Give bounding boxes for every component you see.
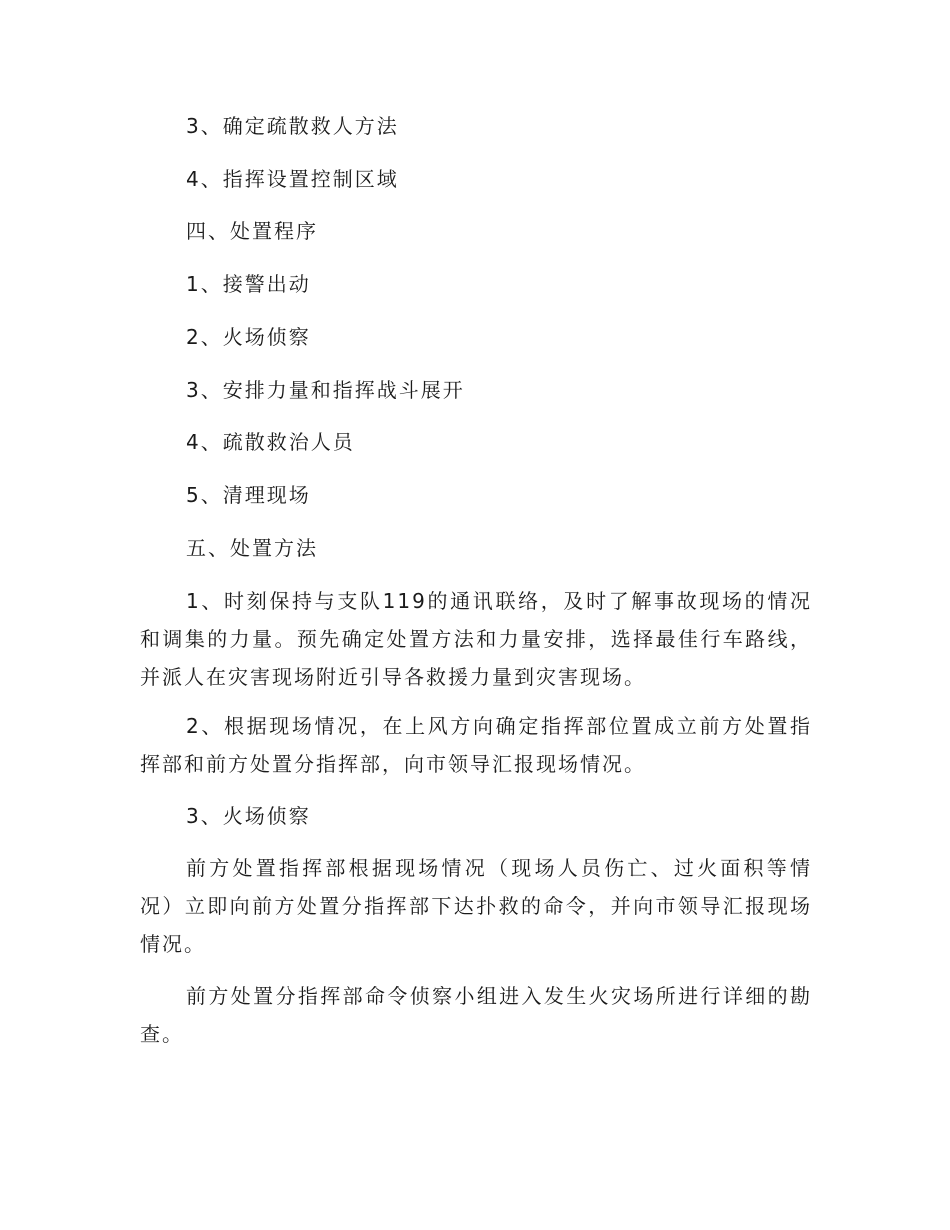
list-item-evacuate-treat: 4、疏散救治人员 <box>186 430 355 454</box>
section-heading-procedure: 四、处置程序 <box>186 219 318 243</box>
paragraph-communication: 1、时刻保持与支队119的通讯联络，及时了解事故现场的情况和调集的力量。预先确定处置方法和力量安排，选择最佳行车路线，并派人在灾害现场附近引导各救援力量到灾害现场。 <box>140 589 812 689</box>
list-item-clear-scene: 5、清理现场 <box>186 483 311 507</box>
paragraph-recon-team: 前方处置分指挥部命令侦察小组进入发生火灾场所进行详细的勘查。 <box>140 984 812 1046</box>
paragraph-front-command: 前方处置指挥部根据现场情况（现场人员伤亡、过火面积等情况）立即向前方处置分指挥部下达扑救的命令，并向市领导汇报现场情况。 <box>140 856 812 956</box>
paragraph-command-post: 2、根据现场情况，在上风方向确定指挥部位置成立前方处置指挥部和前方处置分指挥部，向市领导汇报现场情况。 <box>140 714 812 776</box>
section-heading-methods: 五、处置方法 <box>186 536 318 560</box>
list-item-alarm-dispatch: 1、接警出动 <box>186 272 311 296</box>
list-item-evacuation-method: 3、确定疏散救人方法 <box>186 114 399 138</box>
subheading-fire-reconnaissance: 3、火场侦察 <box>186 804 311 828</box>
list-item-deploy-forces: 3、安排力量和指挥战斗展开 <box>186 378 465 402</box>
list-item-control-area: 4、指挥设置控制区域 <box>186 167 399 191</box>
list-item-fire-reconnaissance: 2、火场侦察 <box>186 325 311 349</box>
